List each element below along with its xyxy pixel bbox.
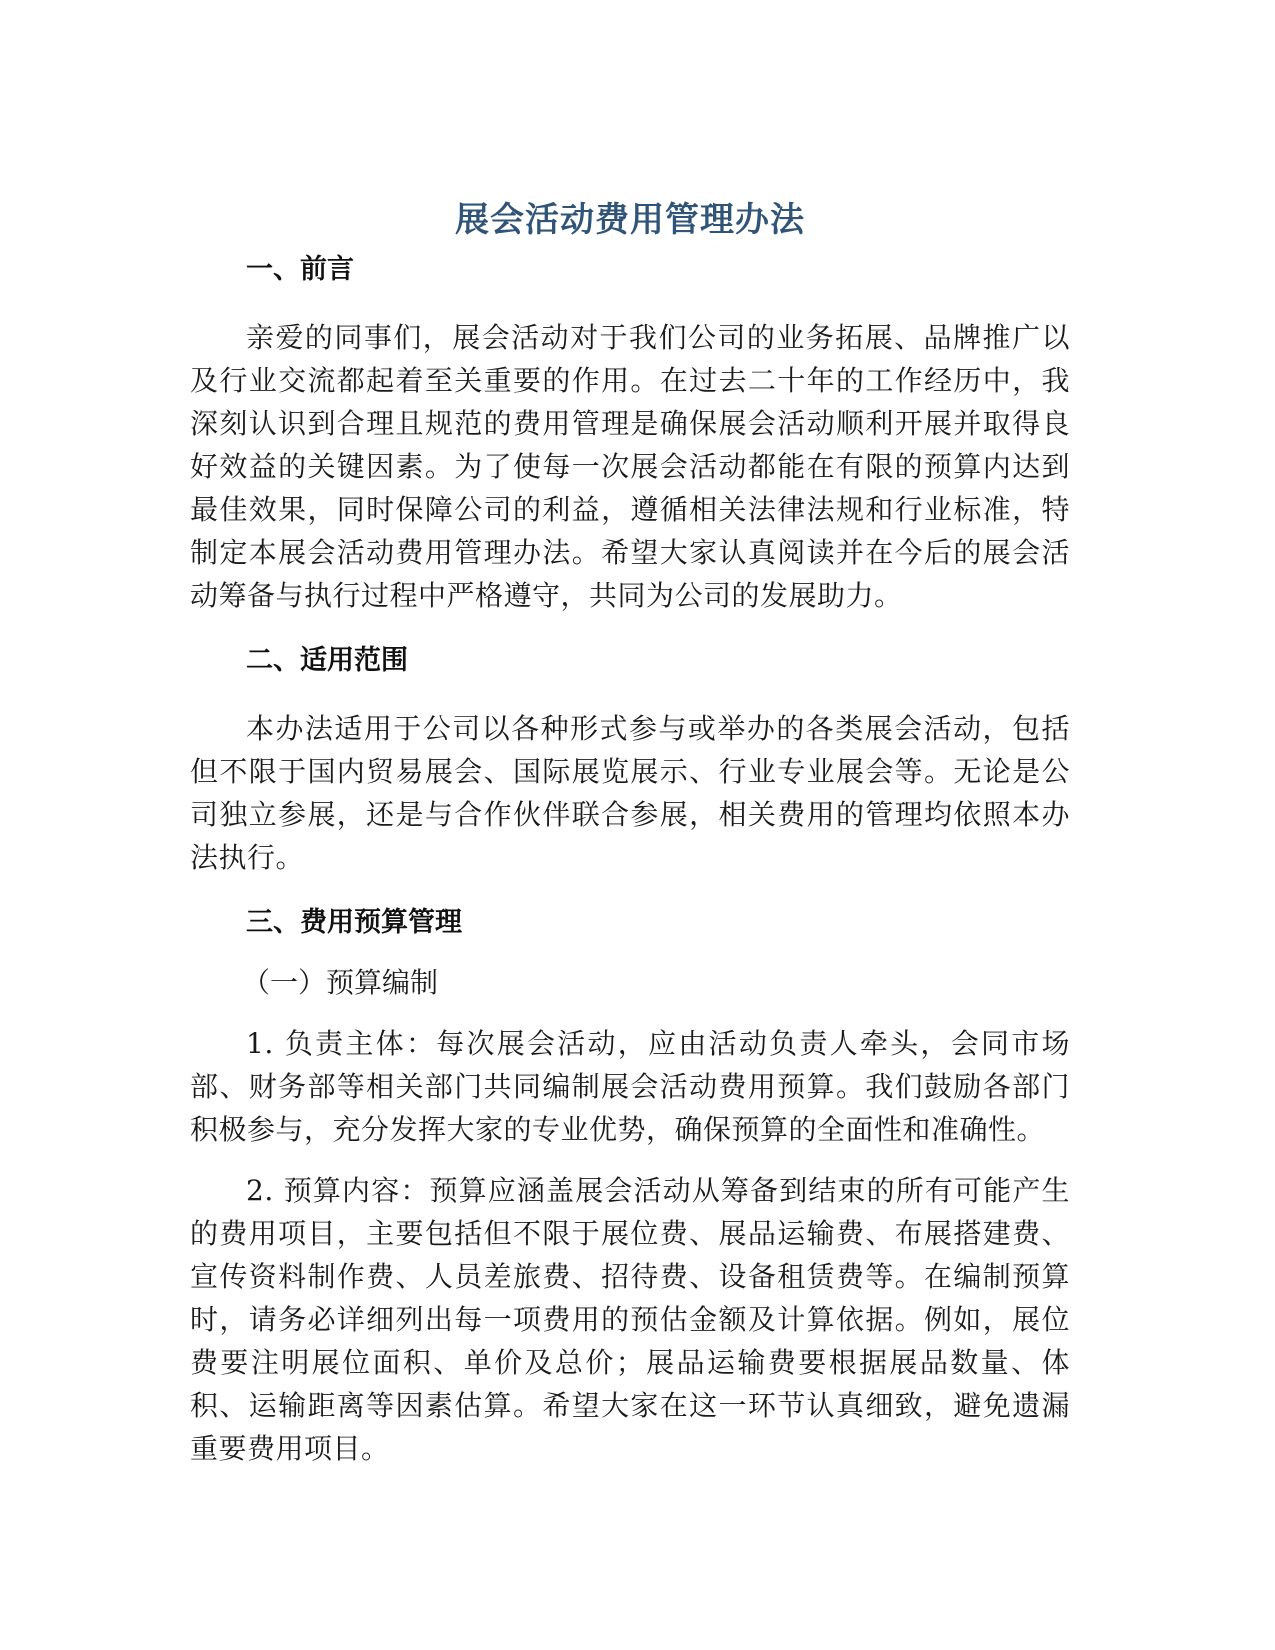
- budget-subheading: （一）预算编制: [242, 966, 439, 999]
- document-content: [190, 196, 1070, 1470]
- scope-paragraph: 本办法适用于公司以各种形式参与或举办的各类展会活动，包括但不限于国内贸易展会、国际展览展示、行业专业展会等。无论是公司独立参展，还是与合作伙伴联合参展，相关费用的管理均依照本办法执行。: [190, 712, 1070, 874]
- section-heading-budget: 三、费用预算管理: [246, 907, 462, 938]
- budget-item-2: 2. 预算内容：预算应涵盖展会活动从筹备到结束的所有可能产生的费用项目，主要包括但不限于展位费、展品运输费、布展搭建费、宣传资料制作费、人员差旅费、招待费、设备租赁费等。在编制预算时，请务必详细列出每一项费用的预估金额及计算依据。例如，展位费要注明展位面积、单价及总价；展品运输费要根据展品数量、体积、运输距离等因素估算。希望大家在这一环节认真细致，避免遗漏重要费用项目。: [190, 1174, 1070, 1465]
- budget-item-1: 1. 负责主体：每次展会活动，应由活动负责人牵头，会同市场部、财务部等相关部门共同编制展会活动费用预算。我们鼓励各部门积极参与，充分发挥大家的专业优势，确保预算的全面性和准确性。: [190, 1027, 1070, 1146]
- document-title: 展会活动费用管理办法: [455, 200, 805, 240]
- section-heading-intro: 一、前言: [246, 254, 354, 285]
- intro-paragraph: 亲爱的同事们，展会活动对于我们公司的业务拓展、品牌推广以及行业交流都起着至关重要的作用。在过去二十年的工作经历中，我深刻认识到合理且规范的费用管理是确保展会活动顺利开展并取得良好效益的关键因素。为了使每一次展会活动都能在有限的预算内达到最佳效果，同时保障公司的利益，遵循相关法律法规和行业标准，特制定本展会活动费用管理办法。希望大家认真阅读并在今后的展会活动筹备与执行过程中严格遵守，共同为公司的发展助力。: [190, 321, 1070, 612]
- section-heading-scope: 二、适用范围: [246, 645, 408, 676]
